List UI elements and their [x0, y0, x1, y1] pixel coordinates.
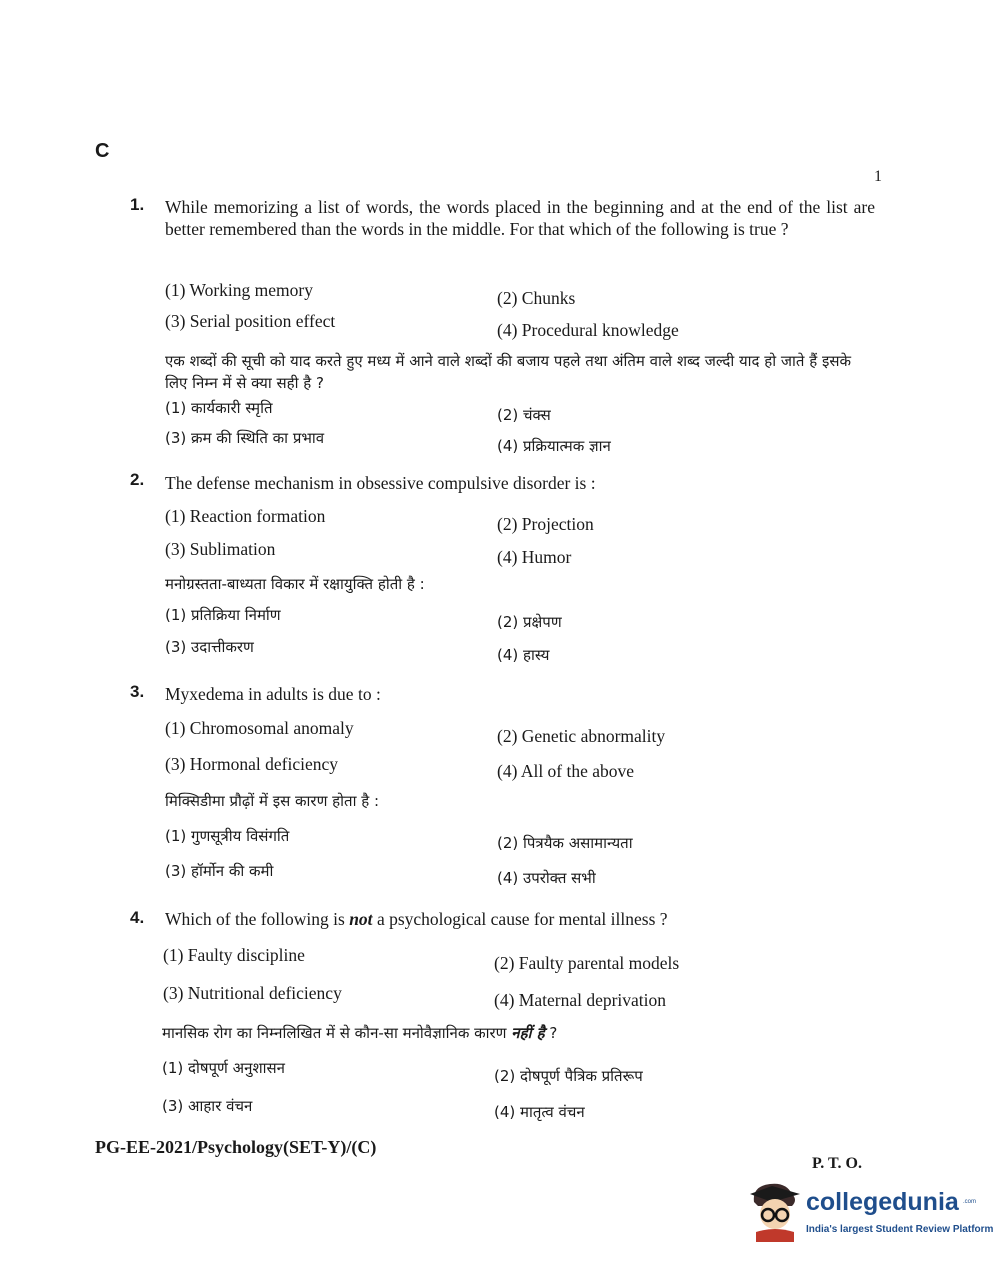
question-text-hindi: [162, 1022, 872, 1044]
option-4-hindi: (4) उपरोक्त सभी: [497, 869, 596, 887]
option-1: (1) Reaction formation: [165, 506, 326, 526]
question-number: 3.: [130, 682, 145, 701]
question-text-hindi: मनोग्रस्तता-बाध्यता विकार में रक्षायुक्ति होती है :: [165, 575, 425, 593]
option-3-hindi: (3) हॉर्मोन की कमी: [165, 862, 274, 880]
option-1: (1) Working memory: [165, 280, 313, 300]
option-1-hindi: (1) कार्यकारी स्मृति: [165, 399, 273, 417]
question-text-hindi: मिक्सिडीमा प्रौढ़ों में इस कारण होता है :: [165, 792, 380, 810]
question-number: 2.: [130, 470, 145, 489]
question-text-emphasis: not: [349, 909, 373, 929]
option-4: (4) Procedural knowledge: [497, 320, 679, 340]
option-2: (2) Chunks: [497, 288, 576, 308]
question-number: 4.: [130, 908, 145, 927]
option-3-hindi: (3) आहार वंचन: [162, 1097, 253, 1115]
question-text-hindi-emphasis: नहीं है: [511, 1024, 545, 1042]
paper-code: PG-EE-2021/Psychology(SET-Y)/(C): [95, 1137, 377, 1157]
option-4: (4) Maternal deprivation: [494, 990, 667, 1010]
question-text: The defense mechanism in obsessive compulsive disorder is :: [165, 473, 596, 493]
option-2-hindi: (2) प्रक्षेपण: [497, 613, 562, 631]
collegedunia-mascot-icon: [748, 1180, 802, 1244]
option-1: (1) Faulty discipline: [163, 945, 305, 965]
brand-name: collegedunia: [806, 1188, 959, 1216]
option-1-hindi: (1) प्रतिक्रिया निर्माण: [165, 606, 281, 624]
question-text: [165, 908, 875, 930]
option-1-hindi: (1) दोषपूर्ण अनुशासन: [162, 1059, 286, 1077]
option-2-hindi: (2) चंक्स: [497, 406, 551, 424]
pto-label: P. T. O.: [812, 1155, 862, 1172]
question-text-hindi: एक शब्दों की सूची को याद करते हुए मध्य में आने वाले शब्दों की बजाय पहले तथा अंतिम वाले शब्द जल्दी याद हो जाते हैं इसके लिए निम्न में से क्या सही है ?: [165, 352, 851, 392]
question-text-hindi-part: मानसिक रोग का निम्नलिखित में से कौन-सा मनोवैज्ञानिक कारण: [162, 1024, 512, 1042]
option-2-hindi: (2) पित्रयैक असामान्यता: [497, 834, 633, 852]
brand-domain: .com: [963, 1199, 977, 1205]
option-1-hindi: (1) गुणसूत्रीय विसंगति: [165, 827, 290, 845]
question-text-hindi-part: ?: [544, 1024, 558, 1042]
option-2: (2) Projection: [497, 514, 594, 534]
option-3: (3) Nutritional deficiency: [163, 983, 342, 1003]
option-2: (2) Faulty parental models: [494, 953, 680, 973]
option-4: (4) All of the above: [497, 761, 635, 781]
option-4-hindi: (4) प्रक्रियात्मक ज्ञान: [497, 437, 611, 455]
option-3: (3) Sublimation: [165, 539, 276, 559]
question-text: While memorizing a list of words, the words placed in the beginning and at the end of the list are better remembered than the words in the middle. For that which of the following is true ?: [165, 197, 875, 239]
question-number: 1.: [130, 195, 145, 214]
option-3: (3) Serial position effect: [165, 311, 336, 331]
option-4-hindi: (4) मातृत्व वंचन: [494, 1103, 585, 1121]
page-number: 1: [874, 168, 882, 185]
option-2: (2) Genetic abnormality: [497, 726, 666, 746]
question-text-part: Which of the following is: [165, 909, 350, 929]
question-text: Myxedema in adults is due to :: [165, 684, 381, 704]
option-2-hindi: (2) दोषपूर्ण पैत्रिक प्रतिरूप: [494, 1067, 643, 1085]
option-3-hindi: (3) क्रम की स्थिति का प्रभाव: [165, 429, 325, 447]
option-3-hindi: (3) उदात्तीकरण: [165, 638, 254, 656]
option-4-hindi: (4) हास्य: [497, 646, 550, 664]
option-1: (1) Chromosomal anomaly: [165, 718, 354, 738]
option-4: (4) Humor: [497, 547, 572, 567]
brand-tagline: India's largest Student Review Platform: [806, 1224, 994, 1235]
set-letter: C: [95, 140, 110, 162]
question-text-part: a psychological cause for mental illness ?: [372, 909, 668, 929]
option-3: (3) Hormonal deficiency: [165, 754, 338, 774]
